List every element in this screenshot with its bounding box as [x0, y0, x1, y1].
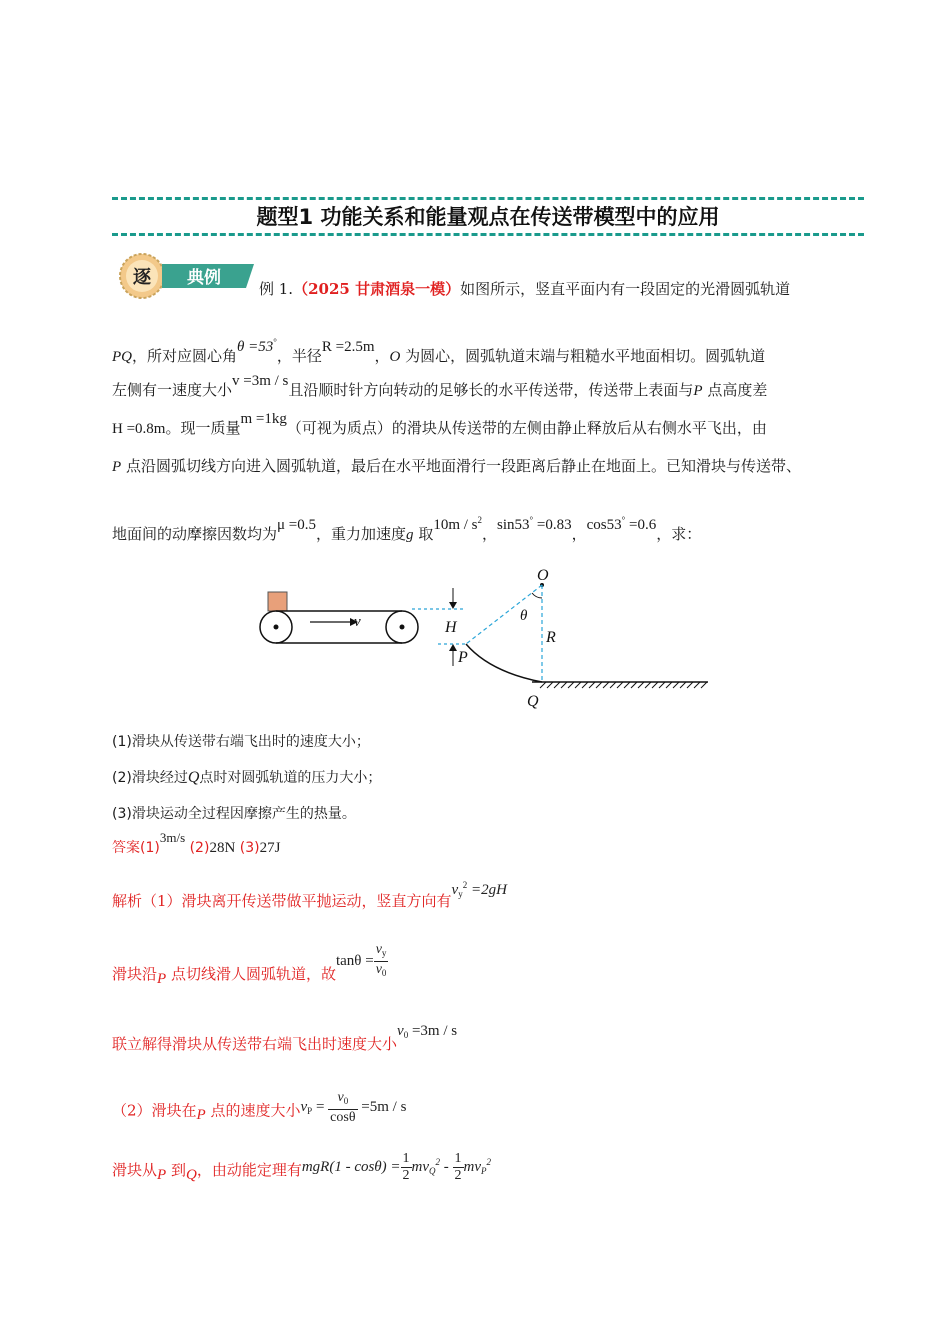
sin-value	[497, 517, 572, 533]
half-1	[401, 1151, 412, 1184]
label-o: O	[537, 567, 549, 584]
tan-den-v: v	[375, 962, 382, 977]
tan-fraction	[374, 942, 389, 981]
solution-5-text-a: 滑块从	[112, 1161, 158, 1179]
point-p-5: P	[157, 1167, 167, 1183]
vp-fraction	[328, 1090, 357, 1126]
solution-1-text: 解析（1）滑块离开传送带做平抛运动，竖直方向有	[112, 892, 452, 910]
example-badge	[118, 252, 258, 300]
answer-part-3: (3)	[239, 840, 260, 856]
v0-value: =3m / s	[408, 1023, 458, 1039]
energy-eq: mgR(1 - cosθ) = $\frac{1}{2}$ $mv_Q^2$ - $\frac{1}{2}$ $mv_P^2$	[301, 1151, 492, 1184]
left-pulley-axle	[274, 625, 279, 630]
point-o: O	[389, 349, 401, 365]
answer-value-2: 28N	[209, 840, 236, 856]
point-q: Q	[187, 769, 200, 786]
answer-part-2: (2)	[189, 840, 210, 856]
vp-num: $v_0$	[328, 1090, 357, 1110]
answer-label: 答案	[112, 840, 140, 856]
theta-value	[237, 339, 277, 355]
point-p-3: P	[157, 970, 167, 987]
solution-4-text-b: 点的速度大小	[205, 1101, 301, 1120]
solution-2-text-b: 点切线滑人圆弧轨道，故	[166, 964, 336, 983]
text-friction: 地面间的动摩擦因数均为	[112, 525, 278, 543]
energy-lhs: mgR(1 - cosθ) =	[301, 1159, 401, 1175]
text-speed: 左侧有一速度大小	[112, 381, 233, 399]
text-release: （可视为质点）的滑块从传送带的左侧由静止释放后从右侧水平飞出，由	[286, 419, 767, 437]
radius-value: R =2.5m	[321, 339, 375, 355]
text-comma-3: ，	[571, 525, 587, 543]
cos-eq: cos53	[586, 517, 622, 533]
question-2-b: 点时对圆弧轨道的压力大小；	[199, 770, 382, 786]
mass-value: m =1kg	[240, 411, 287, 427]
answer-line	[112, 830, 281, 859]
example-line-3	[112, 373, 768, 402]
example-line-6	[112, 515, 702, 546]
tan-den: $v_0$	[375, 962, 387, 978]
mvq: mv	[411, 1159, 430, 1175]
solution-1-eq	[452, 874, 507, 905]
g-val: 10m / s	[433, 517, 478, 533]
tan-num: $v_y$	[374, 942, 389, 962]
answer-part-1: (1)	[140, 840, 160, 856]
label-q: Q	[527, 693, 539, 710]
solution-2-text-a: 滑块沿	[112, 964, 158, 983]
text-mass: 。现一质量	[165, 419, 241, 437]
sin-degree: °	[529, 515, 534, 525]
slider-block	[268, 592, 287, 611]
v0-eq: $v_0 =3m / s$	[397, 1023, 458, 1040]
example-line-2	[112, 337, 766, 368]
degree-sign: °	[273, 337, 277, 347]
point-p: P	[693, 383, 703, 399]
symbol-g: g	[406, 527, 414, 543]
g-value	[433, 517, 482, 533]
minus: -	[440, 1159, 453, 1175]
vy-sub: y	[458, 889, 463, 899]
vp-num-v: v	[337, 1090, 344, 1105]
section-title: 题型1 功能关系和能量观点在传送带模型中的应用	[256, 205, 720, 229]
point-p-2: P	[112, 459, 122, 475]
cos-value	[587, 517, 657, 533]
height-value: H =0.8m	[112, 421, 166, 437]
ground-hatch	[540, 682, 707, 688]
question-2-a: (2)滑块经过	[112, 770, 188, 786]
half-2-den: 2	[454, 1168, 462, 1184]
solution-line-1	[112, 880, 507, 917]
arc-track	[466, 644, 542, 682]
question-1: (1)滑块从传送带右端飞出时的速度大小；	[112, 734, 370, 750]
solution-line-5	[112, 1151, 492, 1188]
tan-num-v: v	[375, 942, 382, 957]
solution-line-2	[112, 942, 388, 995]
text-comma-2: ，	[482, 525, 498, 543]
cos-val: =0.6	[625, 517, 657, 533]
text-tangent: 点沿圆弧切线方向进入圆弧轨道，最后在水平地面滑行一段距离后静止在地面上。已知滑块与传送带、	[121, 457, 801, 475]
label-theta: θ	[520, 608, 528, 624]
solution-5-text-b: 到	[166, 1161, 186, 1179]
title-top-border	[112, 197, 864, 200]
label-r: R	[546, 629, 556, 646]
vy: v	[451, 882, 459, 898]
example-line-5	[112, 455, 801, 478]
solution-5-text-c: ，由动能定理有	[196, 1161, 302, 1179]
solution-line-4	[112, 1090, 407, 1130]
half-2	[453, 1151, 464, 1184]
tan-eq	[335, 942, 388, 978]
right-pulley-axle	[400, 625, 405, 630]
text-center: 为圆心，圆弧轨道末端与粗糙水平地面相切。圆弧轨道	[400, 347, 766, 365]
solution-3-text: 联立解得滑块从传送带右端飞出时速度大小	[112, 1035, 398, 1053]
half-1-den: 2	[402, 1168, 410, 1184]
sin-val: =0.83	[533, 517, 572, 533]
physics-diagram	[250, 562, 720, 712]
label-p: P	[458, 649, 468, 666]
badge-left-char: 逐	[133, 267, 151, 288]
badge-right-text: 典例	[187, 268, 221, 288]
vp-den: cosθ	[330, 1110, 356, 1125]
question-3: (3)滑块运动全过程因摩擦产生的热量。	[112, 806, 356, 822]
theta-eq: θ =53	[237, 339, 274, 355]
vp-result: =5m / s	[357, 1099, 407, 1116]
point-q-2: Q	[185, 1167, 197, 1183]
mu-value: μ =0.5	[277, 517, 317, 533]
text-radius: ，半径	[276, 347, 322, 365]
example-intro: 如图所示，竖直平面内有一段固定的光滑圆弧轨道	[460, 280, 791, 298]
radius-op	[466, 585, 542, 644]
cos-degree: °	[621, 515, 626, 525]
vy-square: 2	[462, 880, 468, 890]
question-2	[112, 767, 381, 789]
h-arrow-bottom-head	[449, 644, 457, 651]
theta-arc	[532, 593, 542, 598]
example-label: 例 1.	[259, 280, 294, 298]
arc-pq: PQ	[112, 349, 132, 365]
text-belt: 且沿顺时针方向转动的足够长的水平传送带，传送带上表面与	[288, 381, 694, 399]
vp-eq: $v_P$ = $\frac{v_0}{\cos\theta}$ =5m / s	[300, 1090, 407, 1125]
point-p-4: P	[196, 1107, 206, 1124]
example-line-4	[112, 411, 767, 440]
answer-value-3: 27J	[259, 840, 281, 856]
solution-line-3	[112, 1023, 458, 1060]
h-arrow-top-head	[449, 602, 457, 609]
eq-2gh: =2gH	[467, 882, 507, 898]
label-v: v	[354, 614, 361, 630]
text-angle: ，所对应圆心角	[132, 347, 238, 365]
tan-label: tanθ =	[335, 952, 374, 969]
answer-value-1: 3m/s	[159, 830, 186, 845]
half-1-num: 1	[402, 1151, 410, 1167]
solution-4-text-a: （2）滑块在	[112, 1101, 197, 1120]
mvp: mv	[463, 1159, 482, 1175]
sin-eq: sin53	[497, 517, 530, 533]
example-line-1	[259, 278, 790, 300]
speed-value: v =3m / s	[232, 373, 289, 389]
example-source: （2025 甘肃酒泉一模）	[293, 280, 461, 298]
half-2-num: 1	[454, 1151, 462, 1167]
text-take: 取	[413, 525, 434, 543]
label-h: H	[445, 619, 457, 636]
g-square: 2	[477, 515, 483, 525]
text-height: 点高度差	[702, 381, 768, 399]
text-find: ，求：	[656, 525, 702, 543]
text-comma: ，	[374, 347, 390, 365]
text-gravity: ，重力加速度	[316, 525, 407, 543]
title-bottom-border	[112, 233, 864, 236]
